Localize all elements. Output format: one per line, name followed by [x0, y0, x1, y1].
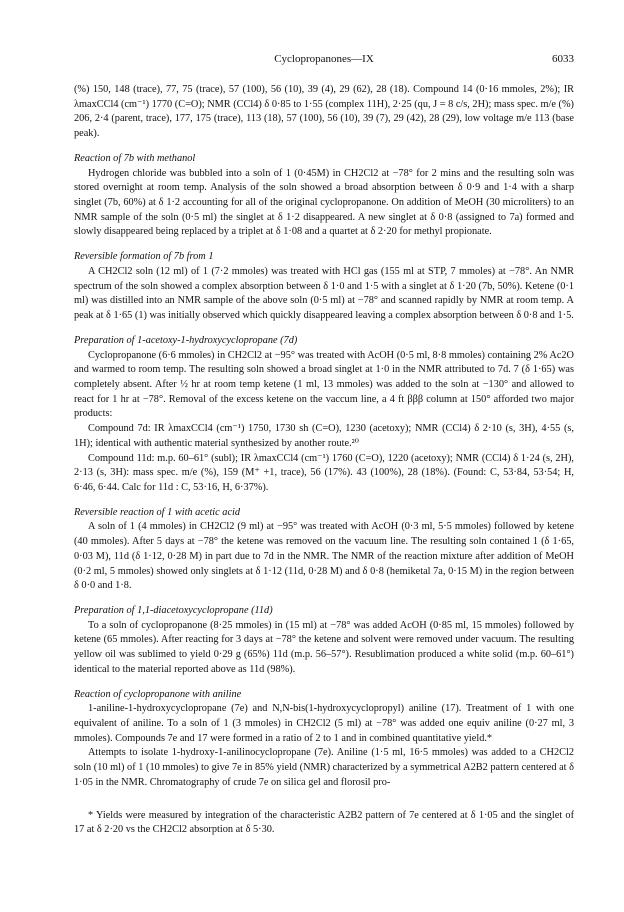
section-paragraph: To a soln of cyclopropanone (8·25 mmoles) in (15 ml) at −78° was added AcOH (0·85 ml, 15 mmoles) followed by ketene (65 mmoles). After reacting for 3 days at −78° the ketene and solvent were removed under vacuum. The resulting yellow oil was sublimed to yield 0·29 g (65%) 11d (m.p. 56–57°). Resublimation produced a white solid (m.p. 60–61°) identical to the material reported above as 11d (98%). [74, 619, 574, 675]
section-paragraph: Cyclopropanone (6·6 mmoles) in CH2Cl2 at −95° was treated with AcOH (0·5 ml, 8·8 mmoles) containing 2% Ac2O and warmed to room temp. The resulting soln showed a broad singlet at 1·0 in the NMR attributed to 7d. 7 (δ 1·65) was completely absent. After ½ hr at room temp ketene (1 ml, 13 mmoles) was added to the soln at −130° and allowed to react for 1 hr at −78°. Removal of the excess ketene on the vaccum line, a 4 ft βββ column at 150° afforded two major products: [74, 349, 574, 420]
article-body [74, 83, 574, 838]
section-heading: Reaction of 7b with methanol [74, 152, 196, 164]
intro-paragraph: (%) 150, 148 (trace), 77, 75 (trace), 57 (100), 56 (10), 39 (4), 29 (62), 28 (18). Compound 14 (0·16 mmoles, 2%); IR λmaxCCl4 (cm⁻¹) 1770 (C=O); NMR (CCl4) δ 0·85 to 1·55 (complex 11H), 2·25 (qu, J = 8 c/s, 2H); mass spec. m/e (%) 206, 2·4 (parent, trace), 177, 175 (trace), 113 (18), 57 (100), 56 (10), 39 (7), 29 (42), 28 (29), low voltage m/e 113 (base peak). [74, 84, 574, 140]
section-methanol [74, 152, 574, 240]
section-paragraph: Attempts to isolate 1-hydroxy-1-anilinocyclopropane (7e). Aniline (1·5 ml, 16·5 mmoles) was added to a CH2Cl2 soln (10 ml) of 1 (10 mmoles) to give 7e in 85% yield (NMR) characterized by a symmetrical A2B2 pattern centered at δ 1·05 in the NMR. Chromatography of crude 7e on silica gel and florosil pro- [74, 747, 574, 788]
page-number: 6033 [552, 53, 574, 65]
section-acetic-acid [74, 506, 574, 594]
section-heading: Preparation of 1-acetoxy-1-hydroxycyclopropane (7d) [74, 334, 298, 346]
section-heading: Reversible reaction of 1 with acetic acid [74, 506, 241, 518]
running-title: Cyclopropanones—IX [274, 53, 374, 65]
section-heading: Preparation of 1,1-diacetoxycyclopropane (11d) [74, 605, 273, 616]
section-reversible-formation [74, 250, 574, 324]
page-header [74, 52, 574, 68]
section-preparation-11d [74, 604, 574, 678]
section-aniline [74, 688, 574, 791]
section-paragraph: 1-aniline-1-hydroxycyclopropane (7e) and N,N-bis(1-hydroxycyclopropyl) aniline (17). Treatment of 1 with one equivalent of aniline. To a soln of 1 (3 mmoles) in CH2Cl2 (5 ml) at −78° was added one equiv aniline (0·27 ml, 3 mmoles). Compounds 7e and 17 were formed in a ratio of 2 to 1 and in combined quantitative yield.* [74, 703, 574, 744]
section-paragraph: Hydrogen chloride was bubbled into a soln of 1 (0·45M) in CH2Cl2 at −78° for 2 mins and the resulting soln was stored overnight at room temp. Analysis of the soln showed a broad absorption between δ 0·9 and 1·4 with a sharp singlet (7b, 60%) at δ 1·2 accounting for all of the original cyclopropanone. On addition of MeOH (30 microliters) to an NMR sample of the soln (0·5 ml) the singlet at δ 1·2 disappeared. A new singlet at δ 0·8 (assigned to 7a) formed and slowly disappeared being replaced by a triplet at δ 1·08 and a quartet at δ 2·20 for methyl propionate. [74, 167, 574, 238]
section-paragraph: Compound 11d: m.p. 60–61° (subl); IR λmaxCCl4 (cm⁻¹) 1760 (C=O), 1220 (acetoxy); NMR (CCl4) δ 1·24 (s, 2H), 2·13 (s, 3H): mass spec. m/e (%), 159 (M⁺ +1, trace), 56 (17%). 43 (100%), 28 (18%). (Found: C, 53·84, 53·54; H, 6·46, 6·44. Calc for 11d : C, 53·16, H, 6·37%). [74, 452, 574, 493]
section-heading: Reversible formation of 7b from 1 [74, 251, 214, 263]
footnote: * Yields were measured by integration of the characteristic A2B2 pattern of 7e centered at δ 1·05 and the singlet of 17 at δ 2·20 vs the CH2Cl2 absorption at δ 5·30. [74, 809, 574, 836]
section-paragraph: Compound 7d: IR λmaxCCl4 (cm⁻¹) 1750, 1730 sh (C=O), 1230 (acetoxy); NMR (CCl4) δ 2·10 (s, 3H), 4·55 (s, 1H); identical with authentic material synthesized by another route.²⁰ [74, 423, 574, 449]
section-heading: Reaction of cyclopropanone with aniline [74, 688, 242, 700]
section-paragraph: A soln of 1 (4 mmoles) in CH2Cl2 (9 ml) at −95° was treated with AcOH (0·3 ml, 5·5 mmoles) followed by ketene (40 mmoles). After 5 days at −78° the ketene was removed on the vacuum line. The resulting soln contained 1 (δ 1·65, 0·03 M), 11d (δ 1·12, 0·28 M) in part due to 7d in the NMR. The NMR of the reaction mixture after addition of MeOH (0·2 ml, 5 mmoles) showed only singlets at δ 1·12 (11d, 0·28 M) and δ 0·8 (hemiketal 7a, 0·15 M) in the region between δ 0·0 and 1·8. [74, 521, 574, 592]
section-preparation-7d [74, 334, 574, 496]
section-paragraph: A CH2Cl2 soln (12 ml) of 1 (7·2 mmoles) was treated with HCl gas (155 ml at STP, 7 mmoles) at −78°. An NMR spectrum of the soln showed a complex absorption between δ 1·0 and 1·5 with a singlet at δ 1·20 (7b, 50%). Ketene (0·1 ml) was distilled into an NMR sample of the above soln (0·5 ml) at −78° and scanned rapidly by NMR at room temp. A peak at δ 1·65 (1) was initially observed which quickly disappeared leaving a complex absorption between δ 0·8 and 1·5. [74, 265, 574, 322]
